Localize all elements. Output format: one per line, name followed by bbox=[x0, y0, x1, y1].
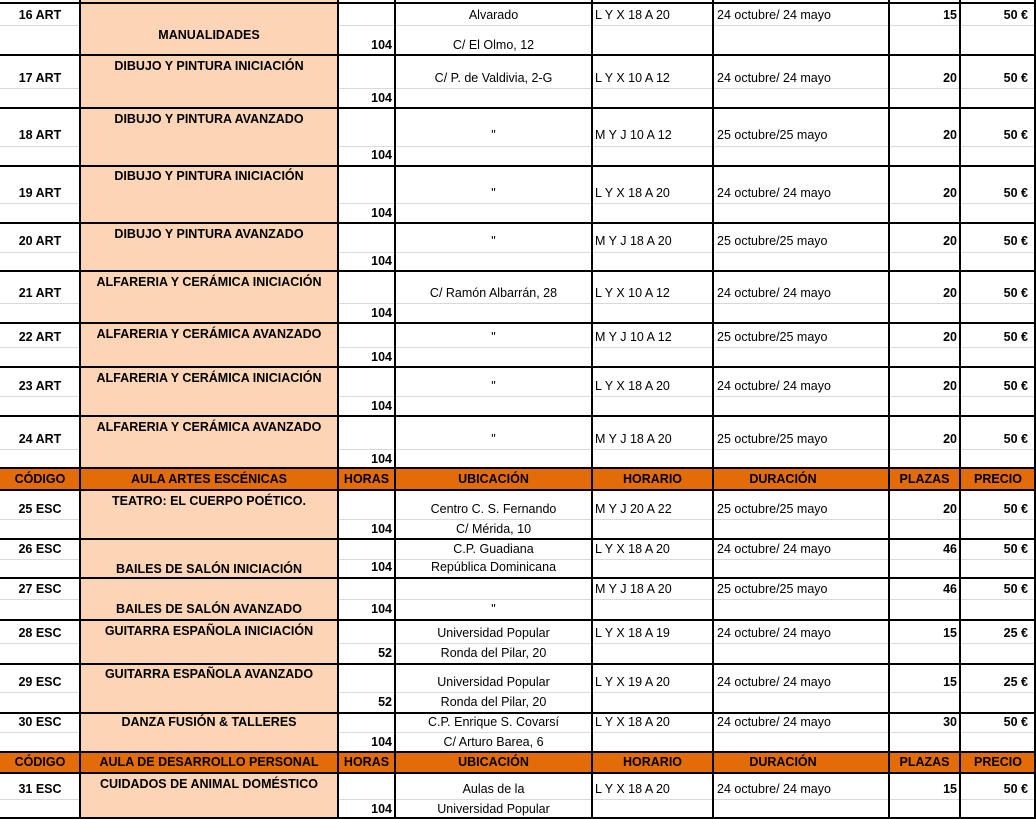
row-border bbox=[0, 489, 1036, 491]
row-border bbox=[0, 54, 1036, 56]
column-border bbox=[888, 0, 890, 819]
gridline bbox=[0, 692, 80, 693]
plazas-cell: 30 bbox=[943, 715, 957, 729]
header-aula: AULA DE DESARROLLO PERSONAL bbox=[99, 755, 319, 769]
gridline bbox=[338, 692, 1036, 693]
gridline bbox=[338, 559, 1036, 560]
gridline bbox=[0, 799, 80, 800]
horario-cell: L Y X 18 A 20 bbox=[595, 782, 670, 796]
code-cell: 16 ART bbox=[18, 8, 62, 22]
ubicacion-cell: " bbox=[491, 432, 496, 446]
horas-cell: 104 bbox=[371, 254, 392, 268]
gridline bbox=[0, 559, 80, 560]
duracion-cell: 25 octubre/25 mayo bbox=[717, 234, 828, 248]
horario-cell: M Y J 18 A 20 bbox=[595, 432, 672, 446]
row-border bbox=[0, 538, 1036, 540]
aula-cell: BAILES DE SALÓN INICIACIÓN bbox=[115, 562, 303, 576]
precio-cell: 50 € bbox=[1003, 432, 1028, 446]
ubicacion-cell: " bbox=[491, 602, 496, 616]
horario-cell: L Y X 10 A 12 bbox=[595, 71, 670, 85]
ubicacion-cell-line2: Universidad Popular bbox=[437, 802, 550, 816]
gridline bbox=[0, 347, 80, 348]
code-cell: 31 ESC bbox=[18, 782, 62, 796]
column-border bbox=[79, 0, 81, 819]
section-header-artes-escenicas bbox=[0, 469, 1036, 490]
aula-cell: MANUALIDADES bbox=[158, 28, 260, 42]
precio-cell: 50 € bbox=[1003, 542, 1028, 556]
plazas-cell: 20 bbox=[943, 379, 957, 393]
header-aula: AULA ARTES ESCÉNICAS bbox=[130, 472, 288, 486]
horario-cell: L Y X 18 A 20 bbox=[595, 542, 670, 556]
aula-cell: GUITARRA ESPAÑOLA AVANZADO bbox=[104, 667, 314, 681]
ubicacion-cell-line2: República Dominicana bbox=[430, 560, 557, 574]
gridline bbox=[338, 519, 1036, 520]
plazas-cell: 20 bbox=[943, 502, 957, 516]
duracion-cell: 24 octubre/ 24 mayo bbox=[717, 715, 831, 729]
code-cell: 30 ESC bbox=[18, 715, 62, 729]
column-border bbox=[394, 0, 396, 819]
column-border bbox=[591, 0, 593, 819]
ubicacion-cell-line2: Ronda del Pilar, 20 bbox=[440, 695, 547, 709]
horas-cell: 104 bbox=[371, 522, 392, 536]
plazas-cell: 20 bbox=[943, 432, 957, 446]
plazas-cell: 20 bbox=[943, 186, 957, 200]
header-precio: PRECIO bbox=[974, 472, 1022, 486]
precio-cell: 50 € bbox=[1003, 186, 1028, 200]
table-row[interactable] bbox=[0, 108, 1036, 166]
row-border bbox=[0, 772, 1036, 774]
ubicacion-cell: Universidad Popular bbox=[437, 675, 550, 689]
code-cell: 24 ART bbox=[18, 432, 62, 446]
precio-cell: 50 € bbox=[1003, 715, 1028, 729]
gridline bbox=[338, 146, 1036, 147]
gridline bbox=[338, 396, 1036, 397]
header-ubicacion: UBICACIÓN bbox=[458, 755, 529, 769]
gridline bbox=[338, 599, 1036, 600]
duracion-cell: 25 octubre/25 mayo bbox=[717, 582, 828, 596]
header-codigo: CÓDIGO bbox=[14, 755, 66, 769]
gridline bbox=[0, 303, 80, 304]
code-cell: 20 ART bbox=[18, 234, 62, 248]
ubicacion-cell: " bbox=[491, 379, 496, 393]
gridline bbox=[0, 25, 80, 26]
ubicacion-cell: C/ P. de Valdivia, 2-G bbox=[434, 71, 553, 85]
table-row[interactable] bbox=[0, 416, 1036, 468]
header-ubicacion: UBICACIÓN bbox=[458, 472, 529, 486]
precio-cell: 50 € bbox=[1003, 582, 1028, 596]
plazas-cell: 20 bbox=[943, 128, 957, 142]
ubicacion-cell: " bbox=[491, 186, 496, 200]
precio-cell: 50 € bbox=[1003, 782, 1028, 796]
header-horario: HORARIO bbox=[622, 472, 683, 486]
ubicacion-cell: Aulas de la bbox=[462, 782, 525, 796]
gridline bbox=[338, 347, 1036, 348]
row-border bbox=[0, 270, 1036, 272]
gridline bbox=[338, 25, 1036, 26]
gridline bbox=[0, 643, 80, 644]
header-horario: HORARIO bbox=[622, 755, 683, 769]
ubicacion-cell: Universidad Popular bbox=[437, 626, 550, 640]
gridline bbox=[0, 732, 80, 733]
duracion-cell: 24 octubre/ 24 mayo bbox=[717, 675, 831, 689]
plazas-cell: 20 bbox=[943, 286, 957, 300]
horas-cell: 104 bbox=[371, 399, 392, 413]
row-border bbox=[0, 619, 1036, 621]
gridline bbox=[338, 643, 1036, 644]
gridline bbox=[338, 732, 1036, 733]
gridline bbox=[338, 303, 1036, 304]
header-duracion: DURACIÓN bbox=[749, 472, 817, 486]
horas-cell: 104 bbox=[371, 206, 392, 220]
table-row[interactable] bbox=[0, 0, 1036, 55]
header-codigo: CÓDIGO bbox=[14, 472, 66, 486]
aula-cell: ALFARERIA Y CERÁMICA INICIACIÓN bbox=[96, 371, 322, 385]
gridline bbox=[0, 88, 80, 89]
horario-cell: M Y J 18 A 20 bbox=[595, 582, 672, 596]
code-cell: 17 ART bbox=[18, 71, 62, 85]
aula-cell: ALFARERIA Y CERÁMICA AVANZADO bbox=[96, 327, 322, 341]
column-border bbox=[337, 0, 339, 819]
horas-cell: 104 bbox=[371, 350, 392, 364]
ubicacion-cell: " bbox=[491, 234, 496, 248]
gridline bbox=[0, 519, 80, 520]
duracion-cell: 24 octubre/ 24 mayo bbox=[717, 8, 831, 22]
ubicacion-cell: " bbox=[491, 128, 496, 142]
table-row[interactable] bbox=[0, 620, 1036, 664]
duracion-cell: 25 octubre/25 mayo bbox=[717, 502, 828, 516]
header-plazas: PLAZAS bbox=[899, 755, 950, 769]
section-header-desarrollo-personal bbox=[0, 753, 1036, 773]
table-row[interactable] bbox=[0, 166, 1036, 223]
horario-cell: L Y X 10 A 12 bbox=[595, 286, 670, 300]
table-row[interactable] bbox=[0, 55, 1036, 108]
precio-cell: 50 € bbox=[1003, 502, 1028, 516]
code-cell: 18 ART bbox=[18, 128, 62, 142]
ubicacion-cell-line2: C/ Arturo Barea, 6 bbox=[443, 735, 544, 749]
gridline bbox=[0, 146, 80, 147]
code-cell: 26 ESC bbox=[18, 542, 62, 556]
duracion-cell: 24 octubre/ 24 mayo bbox=[717, 379, 831, 393]
row-border bbox=[0, 467, 1036, 469]
horas-cell: 104 bbox=[371, 560, 392, 574]
ubicacion-cell: C.P. Enrique S. Covarsí bbox=[427, 715, 560, 729]
aula-cell: DIBUJO Y PINTURA INICIACIÓN bbox=[114, 169, 304, 183]
column-border bbox=[959, 0, 961, 819]
gridline bbox=[0, 396, 80, 397]
ubicacion-cell-line2: Ronda del Pilar, 20 bbox=[440, 646, 547, 660]
column-border bbox=[712, 0, 714, 819]
precio-cell: 50 € bbox=[1003, 234, 1028, 248]
header-duracion: DURACIÓN bbox=[749, 755, 817, 769]
code-cell: 22 ART bbox=[18, 330, 62, 344]
horas-cell: 104 bbox=[371, 91, 392, 105]
horario-cell: L Y X 18 A 20 bbox=[595, 8, 670, 22]
horas-cell: 104 bbox=[371, 802, 392, 816]
table-row[interactable] bbox=[0, 271, 1036, 323]
precio-cell: 25 € bbox=[1003, 675, 1028, 689]
header-horas: HORAS bbox=[343, 472, 390, 486]
ubicacion-cell: " bbox=[491, 330, 496, 344]
precio-cell: 50 € bbox=[1003, 379, 1028, 393]
horas-cell: 52 bbox=[378, 695, 392, 709]
horario-cell: L Y X 18 A 20 bbox=[595, 379, 670, 393]
gridline bbox=[338, 449, 1036, 450]
header-precio: PRECIO bbox=[974, 755, 1022, 769]
header-horas: HORAS bbox=[343, 755, 390, 769]
horas-cell: 104 bbox=[371, 452, 392, 466]
ubicacion-cell: C.P. Guadiana bbox=[453, 542, 534, 556]
table-row[interactable] bbox=[0, 773, 1036, 819]
plazas-cell: 20 bbox=[943, 330, 957, 344]
table-row[interactable] bbox=[0, 490, 1036, 539]
horario-cell: M Y J 10 A 12 bbox=[595, 128, 672, 142]
plazas-cell: 20 bbox=[943, 234, 957, 248]
row-border bbox=[0, 107, 1036, 109]
horario-cell: L Y X 18 A 19 bbox=[595, 626, 670, 640]
plazas-cell: 46 bbox=[943, 582, 957, 596]
gridline bbox=[338, 799, 1036, 800]
code-cell: 29 ESC bbox=[18, 675, 62, 689]
aula-cell: DIBUJO Y PINTURA INICIACIÓN bbox=[114, 59, 304, 73]
gridline bbox=[0, 449, 80, 450]
gridline bbox=[0, 599, 80, 600]
horas-cell: 104 bbox=[371, 38, 392, 52]
gridline bbox=[0, 252, 80, 253]
precio-cell: 50 € bbox=[1003, 71, 1028, 85]
plazas-cell: 15 bbox=[943, 782, 957, 796]
aula-cell: DIBUJO Y PINTURA AVANZADO bbox=[114, 112, 304, 126]
horario-cell: L Y X 18 A 20 bbox=[595, 715, 670, 729]
gridline bbox=[338, 203, 1036, 204]
aula-cell: CUIDADOS DE ANIMAL DOMÉSTICO bbox=[99, 777, 319, 791]
aula-cell: ALFARERIA Y CERÁMICA AVANZADO bbox=[96, 420, 322, 434]
row-border bbox=[0, 415, 1036, 417]
table-row[interactable] bbox=[0, 664, 1036, 713]
duracion-cell: 24 octubre/ 24 mayo bbox=[717, 542, 831, 556]
plazas-cell: 15 bbox=[943, 8, 957, 22]
code-cell: 19 ART bbox=[18, 186, 62, 200]
duracion-cell: 24 octubre/ 24 mayo bbox=[717, 286, 831, 300]
duracion-cell: 24 octubre/ 24 mayo bbox=[717, 186, 831, 200]
table-row[interactable] bbox=[0, 367, 1036, 416]
duracion-cell: 25 octubre/25 mayo bbox=[717, 330, 828, 344]
row-border bbox=[0, 751, 1036, 753]
horas-cell: 104 bbox=[371, 148, 392, 162]
horario-cell: L Y X 18 A 20 bbox=[595, 186, 670, 200]
precio-cell: 50 € bbox=[1003, 286, 1028, 300]
aula-cell: GUITARRA ESPAÑOLA INICIACIÓN bbox=[104, 624, 314, 638]
header-plazas: PLAZAS bbox=[899, 472, 950, 486]
horario-cell: L Y X 19 A 20 bbox=[595, 675, 670, 689]
row-border bbox=[0, 322, 1036, 324]
ubicacion-cell-line2: C/ El Olmo, 12 bbox=[452, 38, 535, 52]
horario-cell: M Y J 10 A 12 bbox=[595, 330, 672, 344]
gridline bbox=[0, 203, 80, 204]
row-border bbox=[0, 2, 1036, 4]
aula-cell: BAILES DE SALÓN AVANZADO bbox=[116, 602, 302, 616]
ubicacion-cell: C/ Ramón Albarrán, 28 bbox=[429, 286, 558, 300]
ubicacion-cell: Centro C. S. Fernando bbox=[430, 502, 557, 516]
gridline bbox=[338, 252, 1036, 253]
code-cell: 27 ESC bbox=[18, 582, 62, 596]
row-border bbox=[0, 366, 1036, 368]
table-row[interactable] bbox=[0, 223, 1036, 271]
aula-cell: TEATRO: EL CUERPO POÉTICO. bbox=[112, 494, 306, 508]
horario-cell: M Y J 20 A 22 bbox=[595, 502, 672, 516]
row-border bbox=[0, 165, 1036, 167]
row-border bbox=[0, 577, 1036, 579]
precio-cell: 50 € bbox=[1003, 330, 1028, 344]
duracion-cell: 24 octubre/ 24 mayo bbox=[717, 626, 831, 640]
plazas-cell: 15 bbox=[943, 626, 957, 640]
duracion-cell: 24 octubre/ 24 mayo bbox=[717, 782, 831, 796]
aula-cell: ALFARERIA Y CERÁMICA INICIACIÓN bbox=[96, 275, 322, 289]
ubicacion-cell: Alvarado bbox=[468, 8, 519, 22]
code-cell: 28 ESC bbox=[18, 626, 62, 640]
plazas-cell: 46 bbox=[943, 542, 957, 556]
duracion-cell: 24 octubre/ 24 mayo bbox=[717, 71, 831, 85]
table-row[interactable] bbox=[0, 323, 1036, 367]
horas-cell: 104 bbox=[371, 735, 392, 749]
duracion-cell: 25 octubre/25 mayo bbox=[717, 128, 828, 142]
horario-cell: M Y J 18 A 20 bbox=[595, 234, 672, 248]
plazas-cell: 15 bbox=[943, 675, 957, 689]
precio-cell: 25 € bbox=[1003, 626, 1028, 640]
horas-cell: 52 bbox=[378, 646, 392, 660]
code-cell: 21 ART bbox=[18, 286, 62, 300]
duracion-cell: 25 octubre/25 mayo bbox=[717, 432, 828, 446]
code-cell: 25 ESC bbox=[18, 502, 62, 516]
gridline bbox=[338, 88, 1036, 89]
aula-cell: DIBUJO Y PINTURA AVANZADO bbox=[114, 227, 304, 241]
plazas-cell: 20 bbox=[943, 71, 957, 85]
row-border bbox=[0, 712, 1036, 714]
row-border bbox=[0, 222, 1036, 224]
ubicacion-cell-line2: C/ Mérida, 10 bbox=[455, 522, 532, 536]
precio-cell: 50 € bbox=[1003, 128, 1028, 142]
horas-cell: 104 bbox=[371, 306, 392, 320]
precio-cell: 50 € bbox=[1003, 8, 1028, 22]
horas-cell: 104 bbox=[371, 602, 392, 616]
code-cell: 23 ART bbox=[18, 379, 62, 393]
aula-cell: DANZA FUSIÓN & TALLERES bbox=[121, 715, 297, 729]
row-border bbox=[0, 663, 1036, 665]
